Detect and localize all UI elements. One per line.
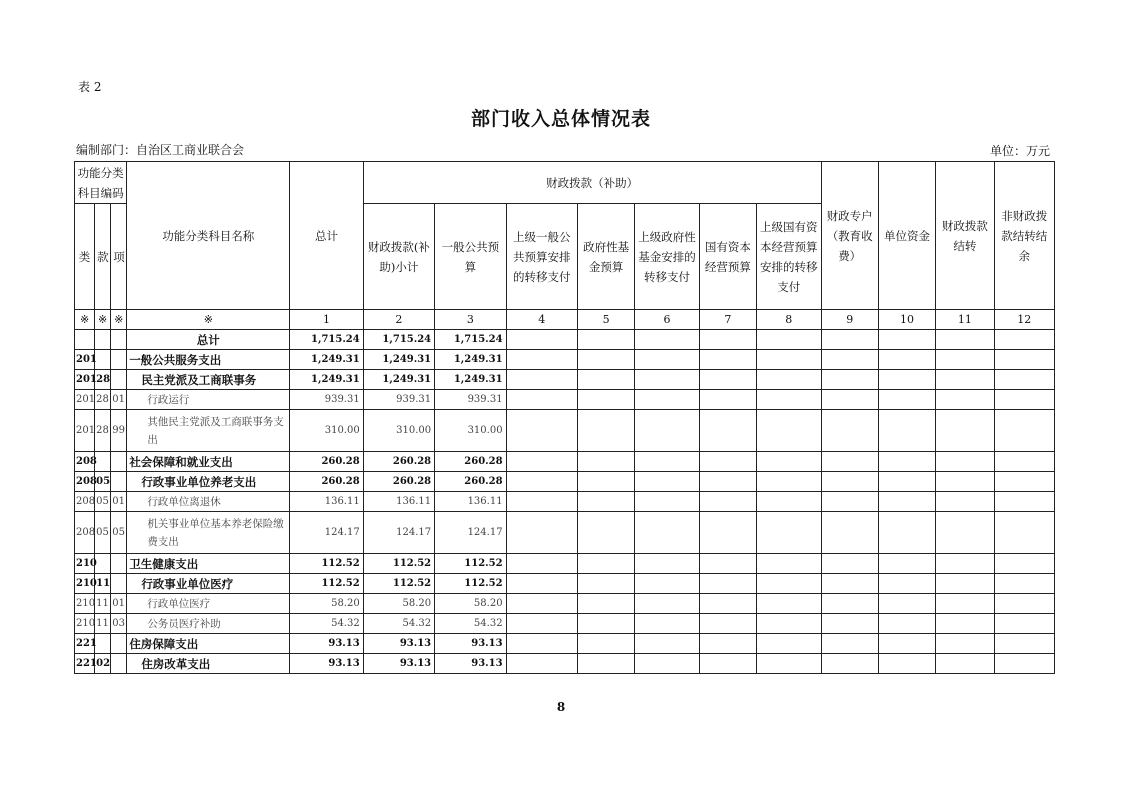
row-name: 民主党派及工商联事务 — [127, 370, 290, 390]
empty-cell — [994, 350, 1054, 370]
row-name: 住房改革支出 — [127, 654, 290, 674]
empty-cell — [635, 452, 699, 472]
empty-cell — [936, 492, 994, 512]
empty-cell — [757, 554, 821, 574]
table-row — [75, 350, 1055, 370]
empty-cell — [757, 594, 821, 614]
empty-cell — [506, 634, 577, 654]
row-name: 行政事业单位医疗 — [127, 574, 290, 594]
header-xiang: 项 — [111, 204, 127, 310]
header-czbk-sub: 财政拨款(补助)小计 — [363, 204, 434, 310]
empty-cell — [577, 574, 634, 594]
header-total: 总计 — [290, 162, 363, 310]
row-total: 1,249.31 — [290, 370, 363, 390]
row-xiang: 99 — [111, 410, 127, 452]
empty-cell — [821, 472, 878, 492]
row-xiang — [111, 574, 127, 594]
empty-cell — [878, 614, 935, 634]
row-lei: 201 — [75, 370, 95, 390]
row-subtotal: 93.13 — [363, 654, 434, 674]
table-row — [75, 410, 1055, 452]
empty-cell — [994, 512, 1054, 554]
empty-cell — [635, 654, 699, 674]
empty-cell — [757, 390, 821, 410]
header-zfxjj: 政府性基金预算 — [577, 204, 634, 310]
empty-cell — [878, 574, 935, 594]
index-cell: 10 — [878, 310, 935, 330]
row-general-budget: 93.13 — [435, 654, 506, 674]
row-xiang: 05 — [111, 512, 127, 554]
empty-cell — [878, 594, 935, 614]
row-subtotal: 260.28 — [363, 472, 434, 492]
row-subtotal: 112.52 — [363, 554, 434, 574]
row-kuan: 05 — [95, 512, 111, 554]
row-total: 260.28 — [290, 472, 363, 492]
row-kuan — [95, 554, 111, 574]
row-subtotal: 112.52 — [363, 574, 434, 594]
empty-cell — [699, 614, 756, 634]
empty-cell — [757, 492, 821, 512]
row-general-budget: 93.13 — [435, 634, 506, 654]
empty-cell — [878, 390, 935, 410]
row-total: 93.13 — [290, 654, 363, 674]
table-row — [75, 594, 1055, 614]
row-kuan: 28 — [95, 390, 111, 410]
row-kuan: 28 — [95, 410, 111, 452]
empty-cell — [757, 634, 821, 654]
row-lei: 221 — [75, 654, 95, 674]
index-cell: 7 — [699, 310, 756, 330]
empty-cell — [635, 350, 699, 370]
empty-cell — [757, 410, 821, 452]
empty-cell — [821, 410, 878, 452]
table-row — [75, 574, 1055, 594]
empty-cell — [506, 390, 577, 410]
total-kuan — [95, 330, 111, 350]
row-general-budget: 112.52 — [435, 574, 506, 594]
empty-cell — [936, 370, 994, 390]
row-lei: 208 — [75, 512, 95, 554]
row-total: 136.11 — [290, 492, 363, 512]
row-xiang — [111, 452, 127, 472]
row-name: 卫生健康支出 — [127, 554, 290, 574]
empty-cell — [757, 330, 821, 350]
total-lei — [75, 330, 95, 350]
row-kuan: 11 — [95, 594, 111, 614]
row-general-budget: 939.31 — [435, 390, 506, 410]
total-row-yb: 1,715.24 — [435, 330, 506, 350]
empty-cell — [821, 634, 878, 654]
row-general-budget: 1,249.31 — [435, 370, 506, 390]
empty-cell — [506, 594, 577, 614]
index-cell: 4 — [506, 310, 577, 330]
department-label: 编制部门：自治区工商业联合会 — [76, 143, 245, 157]
row-general-budget: 136.11 — [435, 492, 506, 512]
row-lei: 208 — [75, 492, 95, 512]
index-row — [75, 310, 1055, 330]
empty-cell — [699, 410, 756, 452]
row-subtotal: 1,249.31 — [363, 370, 434, 390]
empty-cell — [878, 472, 935, 492]
empty-cell — [757, 350, 821, 370]
row-subtotal: 310.00 — [363, 410, 434, 452]
empty-cell — [577, 472, 634, 492]
empty-cell — [506, 654, 577, 674]
row-lei: 221 — [75, 634, 95, 654]
empty-cell — [699, 594, 756, 614]
empty-cell — [821, 390, 878, 410]
empty-cell — [699, 654, 756, 674]
row-xiang: 03 — [111, 614, 127, 634]
empty-cell — [936, 512, 994, 554]
row-general-budget: 260.28 — [435, 452, 506, 472]
row-name: 住房保障支出 — [127, 634, 290, 654]
empty-cell — [635, 554, 699, 574]
row-total: 93.13 — [290, 634, 363, 654]
empty-cell — [635, 492, 699, 512]
row-kuan: 02 — [95, 654, 111, 674]
index-cell: 12 — [994, 310, 1054, 330]
empty-cell — [506, 512, 577, 554]
header-dwzj: 单位资金 — [878, 162, 935, 310]
row-xiang: 01 — [111, 594, 127, 614]
empty-cell — [936, 350, 994, 370]
empty-cell — [994, 554, 1054, 574]
empty-cell — [821, 330, 878, 350]
row-name: 公务员医疗补助 — [127, 614, 290, 634]
index-cell: 8 — [757, 310, 821, 330]
empty-cell — [506, 554, 577, 574]
empty-cell — [821, 554, 878, 574]
header-code-group: 功能分类科目编码 — [75, 162, 127, 204]
empty-cell — [699, 554, 756, 574]
empty-cell — [878, 350, 935, 370]
empty-cell — [757, 614, 821, 634]
empty-cell — [635, 574, 699, 594]
table-row — [75, 492, 1055, 512]
row-name: 其他民主党派及工商联事务支出 — [127, 410, 290, 452]
empty-cell — [699, 512, 756, 554]
empty-cell — [994, 370, 1054, 390]
row-general-budget: 1,249.31 — [435, 350, 506, 370]
row-total: 1,249.31 — [290, 350, 363, 370]
empty-cell — [757, 452, 821, 472]
empty-cell — [821, 594, 878, 614]
row-subtotal: 93.13 — [363, 634, 434, 654]
row-kuan — [95, 350, 111, 370]
row-name: 机关事业单位基本养老保险缴费支出 — [127, 512, 290, 554]
empty-cell — [936, 654, 994, 674]
row-subtotal: 54.32 — [363, 614, 434, 634]
empty-cell — [994, 574, 1054, 594]
table-row — [75, 452, 1055, 472]
row-lei: 210 — [75, 574, 95, 594]
empty-cell — [635, 410, 699, 452]
empty-cell — [635, 330, 699, 350]
empty-cell — [821, 574, 878, 594]
empty-cell — [506, 492, 577, 512]
row-xiang — [111, 370, 127, 390]
empty-cell — [635, 370, 699, 390]
empty-cell — [577, 330, 634, 350]
total-xiang — [111, 330, 127, 350]
empty-cell — [757, 370, 821, 390]
empty-cell — [635, 594, 699, 614]
table-row — [75, 554, 1055, 574]
empty-cell — [699, 350, 756, 370]
empty-cell — [506, 410, 577, 452]
empty-cell — [506, 370, 577, 390]
table-row — [75, 370, 1055, 390]
row-lei: 210 — [75, 554, 95, 574]
empty-cell — [699, 472, 756, 492]
table-row — [75, 654, 1055, 674]
row-general-budget: 58.20 — [435, 594, 506, 614]
empty-cell — [994, 634, 1054, 654]
empty-cell — [936, 390, 994, 410]
empty-cell — [936, 614, 994, 634]
empty-cell — [936, 554, 994, 574]
empty-cell — [994, 654, 1054, 674]
row-lei: 208 — [75, 472, 95, 492]
row-lei: 210 — [75, 594, 95, 614]
empty-cell — [577, 350, 634, 370]
table-row — [75, 472, 1055, 492]
empty-cell — [635, 634, 699, 654]
empty-cell — [936, 452, 994, 472]
empty-cell — [994, 472, 1054, 492]
header-kuan: 款 — [95, 204, 111, 310]
empty-cell — [577, 614, 634, 634]
row-general-budget: 310.00 — [435, 410, 506, 452]
index-cell: 1 — [290, 310, 363, 330]
empty-cell — [936, 634, 994, 654]
row-lei: 201 — [75, 390, 95, 410]
empty-cell — [577, 410, 634, 452]
empty-cell — [878, 554, 935, 574]
empty-cell — [994, 410, 1054, 452]
row-total: 260.28 — [290, 452, 363, 472]
header-fczbkjz: 非财政拨款结转结余 — [994, 162, 1054, 310]
page-number: 8 — [556, 700, 566, 714]
table-row — [75, 390, 1055, 410]
row-general-budget: 124.17 — [435, 512, 506, 554]
empty-cell — [577, 594, 634, 614]
header-name: 功能分类科目名称 — [127, 162, 290, 310]
header-lei: 类 — [75, 204, 95, 310]
empty-cell — [821, 512, 878, 554]
empty-cell — [821, 654, 878, 674]
row-kuan: 11 — [95, 614, 111, 634]
row-total: 112.52 — [290, 574, 363, 594]
empty-cell — [821, 492, 878, 512]
index-cell: 2 — [363, 310, 434, 330]
empty-cell — [994, 614, 1054, 634]
empty-cell — [635, 614, 699, 634]
empty-cell — [635, 472, 699, 492]
row-xiang — [111, 554, 127, 574]
row-kuan: 05 — [95, 492, 111, 512]
row-lei: 201 — [75, 410, 95, 452]
row-total: 124.17 — [290, 512, 363, 554]
index-cell: ※ — [75, 310, 95, 330]
empty-cell — [635, 390, 699, 410]
empty-cell — [936, 330, 994, 350]
empty-cell — [878, 330, 935, 350]
row-subtotal: 260.28 — [363, 452, 434, 472]
unit-label: 单位：万元 — [989, 144, 1050, 158]
empty-cell — [757, 512, 821, 554]
empty-cell — [699, 452, 756, 472]
empty-cell — [878, 634, 935, 654]
row-total: 112.52 — [290, 554, 363, 574]
row-xiang — [111, 472, 127, 492]
empty-cell — [699, 492, 756, 512]
total-row-name: 总计 — [127, 330, 290, 350]
header-ybgg: 一般公共预算 — [435, 204, 506, 310]
empty-cell — [821, 452, 878, 472]
row-general-budget: 54.32 — [435, 614, 506, 634]
table-label: 表 2 — [78, 80, 102, 94]
page-title: 部门收入总体情况表 — [470, 108, 651, 130]
table-row — [75, 634, 1055, 654]
row-kuan: 28 — [95, 370, 111, 390]
total-row-total: 1,715.24 — [290, 330, 363, 350]
empty-cell — [878, 492, 935, 512]
row-subtotal: 939.31 — [363, 390, 434, 410]
empty-cell — [936, 574, 994, 594]
income-summary-table — [74, 161, 1055, 674]
empty-cell — [577, 634, 634, 654]
header-sjgyzb: 上级国有资本经营预算安排的转移支付 — [757, 204, 821, 310]
empty-cell — [936, 472, 994, 492]
index-cell: 9 — [821, 310, 878, 330]
row-name: 行政事业单位养老支出 — [127, 472, 290, 492]
row-name: 行政运行 — [127, 390, 290, 410]
empty-cell — [577, 370, 634, 390]
index-cell: ※ — [111, 310, 127, 330]
empty-cell — [699, 390, 756, 410]
empty-cell — [757, 472, 821, 492]
row-name: 行政单位医疗 — [127, 594, 290, 614]
empty-cell — [757, 654, 821, 674]
empty-cell — [699, 574, 756, 594]
row-total: 54.32 — [290, 614, 363, 634]
row-subtotal: 1,249.31 — [363, 350, 434, 370]
index-cell: 3 — [435, 310, 506, 330]
row-kuan: 11 — [95, 574, 111, 594]
empty-cell — [878, 512, 935, 554]
empty-cell — [577, 452, 634, 472]
empty-cell — [994, 492, 1054, 512]
row-lei: 210 — [75, 614, 95, 634]
table-row — [75, 614, 1055, 634]
row-subtotal: 58.20 — [363, 594, 434, 614]
empty-cell — [821, 370, 878, 390]
empty-cell — [577, 512, 634, 554]
empty-cell — [506, 472, 577, 492]
empty-cell — [994, 594, 1054, 614]
empty-cell — [577, 654, 634, 674]
empty-cell — [878, 452, 935, 472]
row-lei: 201 — [75, 350, 95, 370]
total-row-sub: 1,715.24 — [363, 330, 434, 350]
empty-cell — [821, 350, 878, 370]
row-total: 310.00 — [290, 410, 363, 452]
index-cell: 6 — [635, 310, 699, 330]
total-row — [75, 330, 1055, 350]
empty-cell — [757, 574, 821, 594]
empty-cell — [821, 614, 878, 634]
row-total: 58.20 — [290, 594, 363, 614]
header-sjzfxjj: 上级政府性基金安排的转移支付 — [635, 204, 699, 310]
row-kuan — [95, 634, 111, 654]
row-lei: 208 — [75, 452, 95, 472]
index-cell: ※ — [95, 310, 111, 330]
empty-cell — [994, 330, 1054, 350]
row-xiang: 01 — [111, 492, 127, 512]
row-total: 939.31 — [290, 390, 363, 410]
row-xiang: 01 — [111, 390, 127, 410]
header-czbkjz: 财政拨款结转 — [936, 162, 994, 310]
empty-cell — [699, 634, 756, 654]
row-general-budget: 112.52 — [435, 554, 506, 574]
empty-cell — [994, 390, 1054, 410]
row-kuan — [95, 452, 111, 472]
row-xiang — [111, 654, 127, 674]
empty-cell — [506, 574, 577, 594]
row-xiang — [111, 350, 127, 370]
table-row — [75, 512, 1055, 554]
empty-cell — [994, 452, 1054, 472]
index-cell: ※ — [127, 310, 290, 330]
row-kuan: 05 — [95, 472, 111, 492]
empty-cell — [699, 370, 756, 390]
empty-cell — [936, 594, 994, 614]
header-gyzb: 国有资本经营预算 — [699, 204, 756, 310]
row-name: 社会保障和就业支出 — [127, 452, 290, 472]
row-general-budget: 260.28 — [435, 472, 506, 492]
header-czbk-group: 财政拨款（补助） — [363, 162, 821, 204]
row-name: 行政单位离退休 — [127, 492, 290, 512]
empty-cell — [506, 350, 577, 370]
empty-cell — [936, 410, 994, 452]
row-subtotal: 136.11 — [363, 492, 434, 512]
empty-cell — [577, 390, 634, 410]
empty-cell — [577, 554, 634, 574]
empty-cell — [506, 452, 577, 472]
empty-cell — [577, 492, 634, 512]
header-sjybgg: 上级一般公共预算安排的转移支付 — [506, 204, 577, 310]
row-subtotal: 124.17 — [363, 512, 434, 554]
row-name: 一般公共服务支出 — [127, 350, 290, 370]
row-xiang — [111, 634, 127, 654]
empty-cell — [699, 330, 756, 350]
header-czzh: 财政专户（教育收费） — [821, 162, 878, 310]
empty-cell — [635, 512, 699, 554]
empty-cell — [506, 614, 577, 634]
empty-cell — [878, 370, 935, 390]
empty-cell — [878, 654, 935, 674]
empty-cell — [506, 330, 577, 350]
index-cell: 5 — [577, 310, 634, 330]
empty-cell — [878, 410, 935, 452]
index-cell: 11 — [936, 310, 994, 330]
